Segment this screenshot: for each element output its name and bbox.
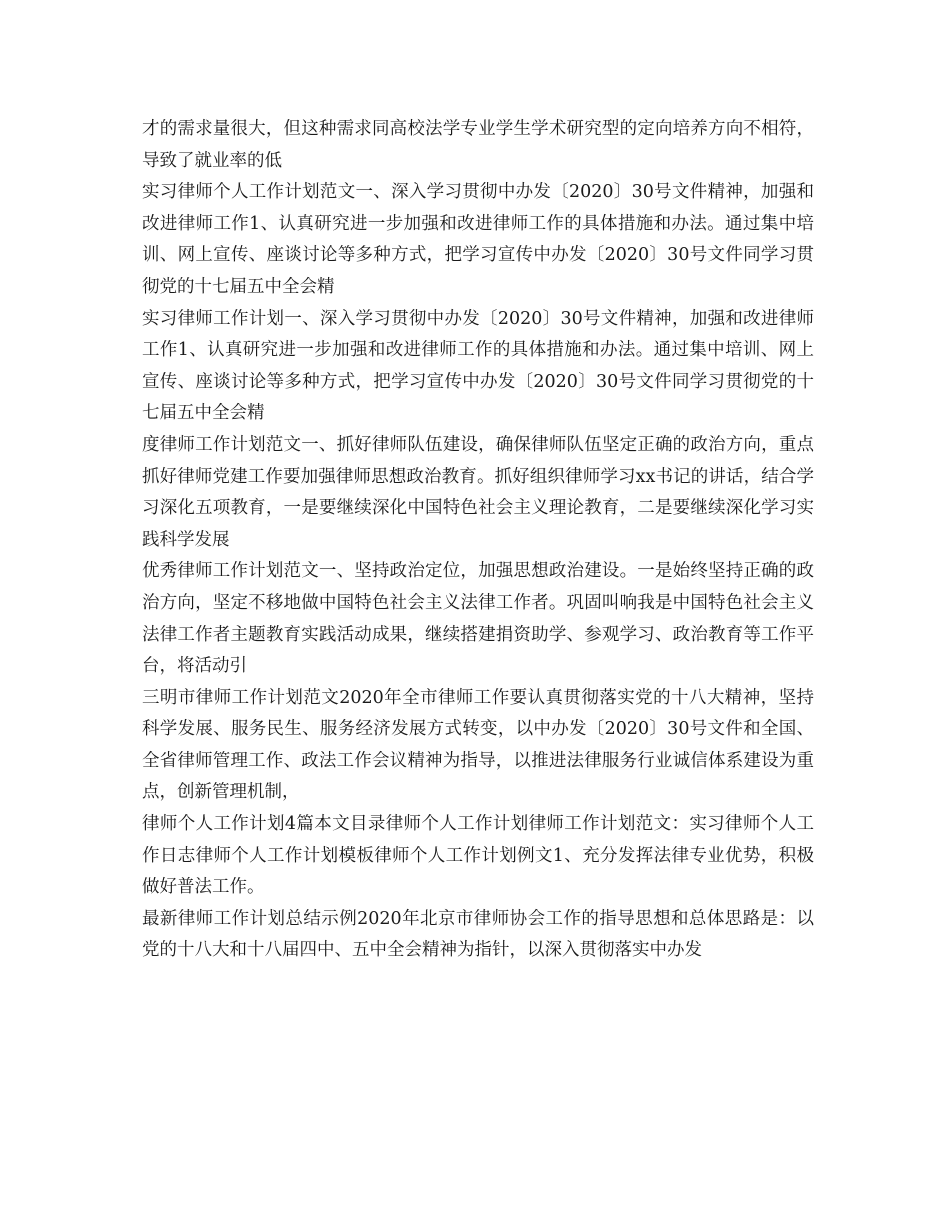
paragraph-1: 才的需求量很大，但这种需求同高校法学专业学生学术研究型的定向培养方向不相符，导致了就业率的低 — [142, 119, 814, 171]
paragraph-7: 律师个人工作计划4篇本文目录律师个人工作计划律师工作计划范文：实习律师个人工作日志律师个人工作计划模板律师个人工作计划例文1、充分发挥法律专业优势，积极做好普法工作。 — [142, 814, 814, 898]
paragraph-4: 度律师工作计划范文一、抓好律师队伍建设，确保律师队伍坚定正确的政治方向，重点抓好律师党建工作要加强律师思想政治教育。抓好组织律师学习xx书记的讲话，结合学习深化五项教育，一是要继续深化中国特色社会主义理论教育，二是要继续深化学习实践科学发展 — [142, 434, 814, 550]
paragraph-6: 三明市律师工作计划范文2020年全市律师工作要认真贯彻落实党的十八大精神，坚持科学发展、服务民生、服务经济发展方式转变，以中办发〔2020〕30号文件和全国、全省律师管理工作、政法工作会议精神为指导，以推进法律服务行业诚信体系建设为重点，创新管理机制， — [142, 687, 814, 803]
paragraph-2: 实习律师个人工作计划范文一、深入学习贯彻中办发〔2020〕30号文件精神，加强和改进律师工作1、认真研究进一步加强和改进律师工作的具体措施和办法。通过集中培训、网上宣传、座谈讨论等多种方式，把学习宣传中办发〔2020〕30号文件同学习贯彻党的十七届五中全会精 — [142, 182, 814, 297]
paragraph-8: 最新律师工作计划总结示例2020年北京市律师协会工作的指导思想和总体思路是：以党的十八大和十八届四中、五中全会精神为指针，以深入贯彻落实中办发 — [142, 908, 814, 961]
paragraph-5: 优秀律师工作计划范文一、坚持政治定位，加强思想政治建设。一是始终坚持正确的政治方向，坚定不移地做中国特色社会主义法律工作者。巩固叫响我是中国特色社会主义法律工作者主题教育实践活动成果，继续搭建捐资助学、参观学习、政治教育等工作平台，将活动引 — [142, 561, 814, 677]
paragraph-3: 实习律师工作计划一、深入学习贯彻中办发〔2020〕30号文件精神，加强和改进律师工作1、认真研究进一步加强和改进律师工作的具体措施和办法。通过集中培训、网上宣传、座谈讨论等多种方式，把学习宣传中办发〔2020〕30号文件同学习贯彻党的十七届五中全会精 — [142, 308, 814, 424]
document-body — [142, 114, 814, 967]
